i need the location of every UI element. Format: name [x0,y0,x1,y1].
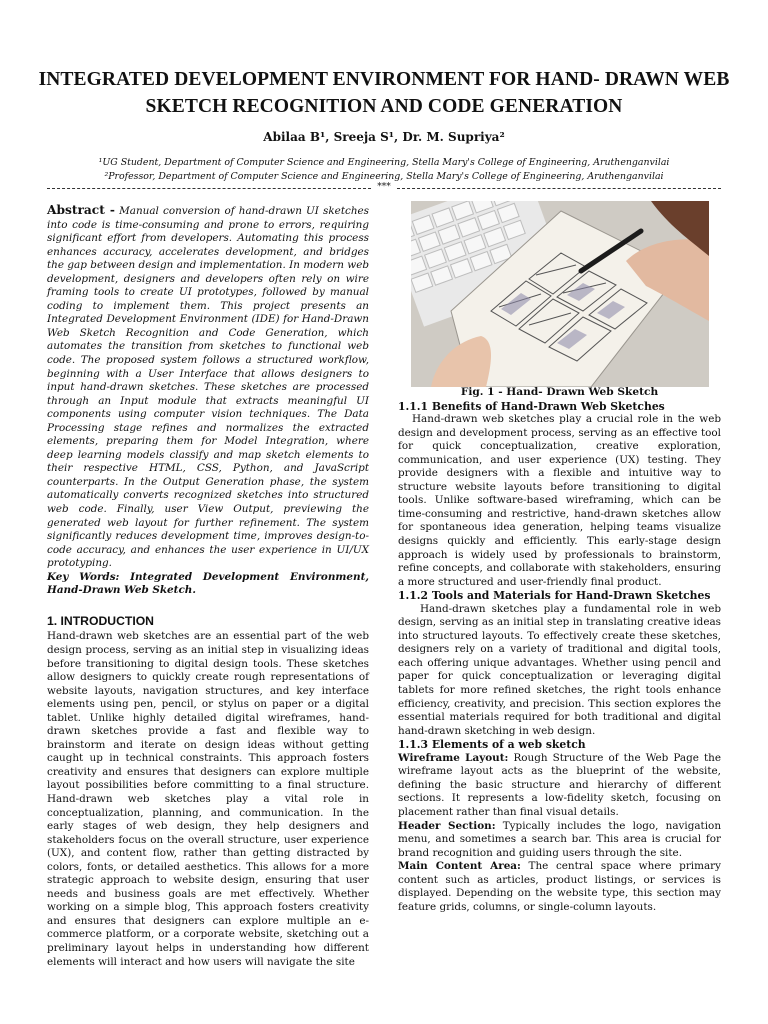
title-line-1: INTEGRATED DEVELOPMENT ENVIRONMENT FOR HAND- DRAWN WEB [38,69,730,90]
header-separator [47,183,721,193]
separator-dash-left [47,188,371,189]
wireframe-layout-text: Rough Structure of the Web Page the wireframe layout acts as the blueprint of the website, defining the basic structure and hierarchy of different sections. It represents a low-fidelity sketch, focusing on placement rather than final visual details. [398,751,721,818]
abstract-text: Manual conversion of hand-drawn UI sketches into code is time-consuming and prone to errors, requiring significant effort from developers. Automating this process enhances accuracy, accelerates development, and bridges the gap between design and implementation. In modern web development, designers and developers often rely on wire framing tools to create UI prototypes, followed by manual coding to implement them. This project presents an Integrated Development Environment (IDE) for Hand-Drawn Web Sketch Recognition and Code Generation, which automates the transition from sketches to functional web code. The proposed system follows a structured workflow, beginning with a User Interface that allows designers to input hand-drawn sketches. These sketches are processed through an Input module that extracts meaningful UI components using computer vision techniques. The Data Processing stage refines and normalizes the extracted elements, preparing them for Model Integration, where deep learning models classify and map sketch elements to their respective HTML, CSS, Python, and JavaScript counterparts. In the Output Generation phase, the system automatically converts recognized sketches into structured web code. Finally, user View Output, previewing the generated web layout for further refinement. The system significantly reduces development time, improves design-to-code accuracy, and enhances the user experience in UI/UX prototyping. [47,205,369,570]
title-line-2: SKETCH RECOGNITION AND CODE GENERATION [145,96,623,117]
sketch-photo-illustration [411,201,709,387]
affiliation-1: ¹UG Student, Department of Computer Science and Engineering, Stella Mary's College of Engineering, Aruthenganvilai [98,157,670,168]
left-column [47,204,369,969]
separator-mark: *** [373,182,395,192]
section-113-heading: 1.1.3 Elements of a web sketch [398,738,586,752]
wireframe-layout-item [398,752,721,820]
main-content-item [398,860,721,914]
section-112-heading: 1.1.2 Tools and Materials for Hand-Drawn Sketches [398,589,711,603]
keywords: Key Words: Integrated Development Environment, Hand-Drawn Web Sketch. [47,570,369,597]
paper-title [30,66,738,120]
introduction-heading: 1. INTRODUCTION [47,613,154,628]
header-section-item [398,820,721,861]
right-column [398,386,721,914]
wireframe-layout-label: Wireframe Layout: [398,751,509,764]
section-111-text: Hand-drawn web sketches play a crucial role in the web design and development process, serving as an effective tool for quick conceptualization, creative exploration, communication, and user experience (UX) testing. They provide designers with a flexible and intuitive way to structure website layouts before transitioning to digital tools. Unlike software-based wireframing, which can be time-consuming and restrictive, hand-drawn sketches allow for spontaneous idea generation, helping teams visualize designs quickly and efficiently. This early-stage design approach is widely used by professionals to brainstorm, refine concepts, and collaborate with stakeholders, ensuring a more structured and user-friendly final product. [398,413,721,588]
main-content-label: Main Content Area: [398,860,521,873]
abstract-label: Abstract - [47,203,115,217]
figure-caption: Fig. 1 - Hand- Drawn Web Sketch [460,386,659,398]
authors: Abilaa B¹, Sreeja S¹, Dr. M. Supriya² [263,130,505,144]
header-section-text: Typically includes the logo, navigation menu, and sometimes a search bar. This area is crucial for brand recognition and guiding users through the site. [398,819,722,859]
section-112-text: Hand-drawn sketches play a fundamental role in web design, serving as an initial step in translating creative ideas into structured layouts. To effectively create these sketches, designers rely on a variety of traditional and digital tools, each offering unique advantages. Whether using pencil and paper for quick conceptualization or leveraging digital tablets for more refined sketches, the right tools enhance efficiency, creativity, and precision. This section explores the essential materials required for both traditional and digital hand-drawn sketching in web design. [398,602,721,737]
figure-hand-drawn-sketch [411,201,709,387]
header-section-label: Header Section: [398,819,496,832]
affiliation-2: ²Professor, Department of Computer Science and Engineering, Stella Mary's College of Engineering, Aruthenganvilai [104,171,664,182]
introduction-text: Hand-drawn web sketches are an essential part of the web design process, serving as an initial step in visualizing ideas before transitioning to digital design tools. These sketches allow designers to quickly create rough representations of website layouts, navigation structures, and key interface elements using pen, pencil, or stylus on paper or a digital tablet. Unlike highly detailed digital wireframes, hand-drawn sketches provide a fast and flexible way to brainstorm and iterate on design ideas without getting caught up in technical constraints. This approach fosters creativity and ensures that designers can explore multiple layout possibilities before committing to a final structure. Hand-drawn web sketches play a vital role in conceptualization, planning, and communication. In the early stages of web design, they help designers and stakeholders focus on the overall structure, user experience (UX), and content flow, rather than getting distracted by colors, fonts, or detailed aesthetics. This allows for a more strategic approach to website design, ensuring that user needs and business goals are met effectively. Whether working on a simple blog, This approach fosters creativity and ensures that designers can explore multiple an e-commerce platform, or a corporate website, sketching out a preliminary layout helps in understanding how different elements will interact and how users will navigate the site [47,630,369,968]
section-111-heading: 1.1.1 Benefits of Hand-Drawn Web Sketches [398,399,665,413]
abstract [47,204,369,571]
separator-dash-right [397,188,721,189]
main-content-text: The central space where primary content such as articles, product listings, or services is displayed. Depending on the website type, this section may feature grids, columns, or single-column layouts. [398,860,721,913]
